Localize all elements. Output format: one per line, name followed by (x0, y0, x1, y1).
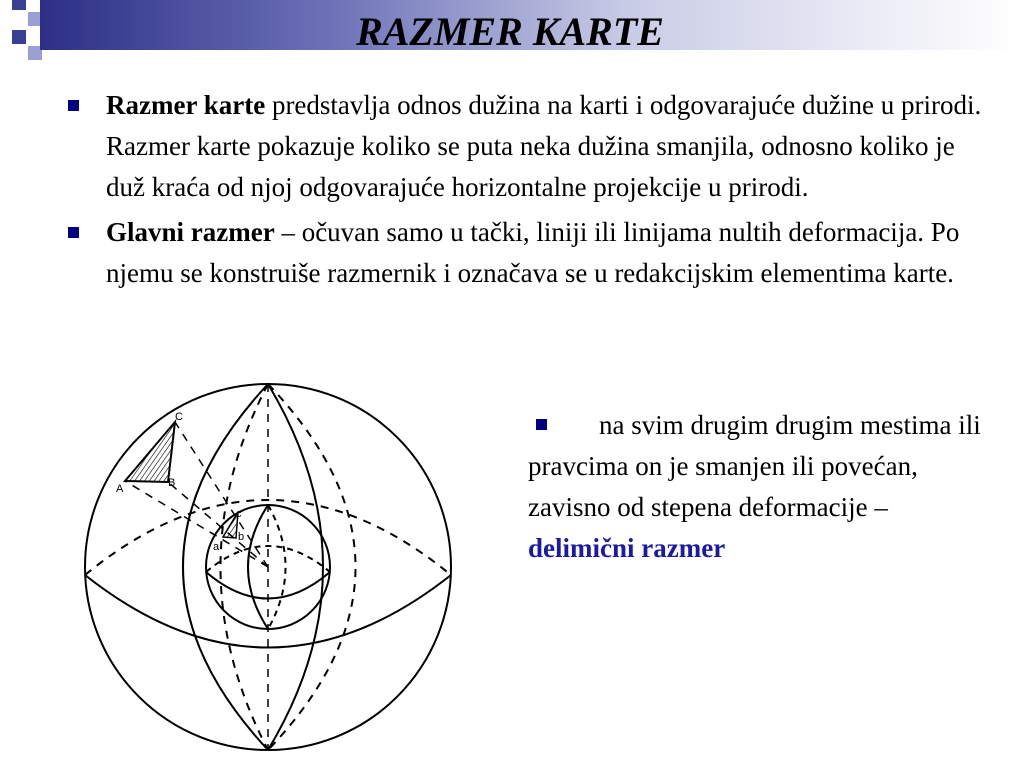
bullet-text: predstavlja odnos dužina na karti i odgovarajuće dužine u prirodi. Razmer karte pokazuje koliko se puta neka dužina smanjila, odnosno koliko je duž kraća od njoj odgovarajuće horizontalne projekcije u prirodi. (106, 90, 982, 202)
sphere-diagram (78, 380, 468, 765)
bullet-item (68, 212, 988, 294)
page-title: RAZMER KARTE (356, 9, 664, 54)
label-big-c: C (175, 411, 183, 423)
outer-meridian-right (268, 384, 356, 750)
label-small-a: a (213, 541, 220, 553)
bullet-term: Razmer karte (106, 90, 266, 120)
outer-meridian-front (183, 384, 268, 750)
inner-meridian-dashed (268, 505, 286, 629)
outer-meridian-dashed (221, 384, 269, 750)
bullet-item (68, 85, 988, 208)
large-triangle (125, 422, 175, 482)
side-bullet-highlight: delimični razmer (528, 533, 726, 563)
label-big-a: A (116, 483, 124, 495)
outer-meridian-solid (268, 384, 323, 750)
label-small-b: b (238, 531, 245, 543)
bullet-list (68, 85, 988, 298)
inner-meridian (248, 505, 268, 629)
bullet-text: – očuvan samo u tački, liniji ili linijama nultih deformacija. Po njemu se konstruiše razmernik i označava se u redakcijskim elementima karte. (106, 217, 960, 288)
label-small-c: c (236, 508, 242, 520)
bullet-term: Glavni razmer (106, 217, 275, 247)
side-bullet-text: na svim drugim drugim mestima ili pravcima on je smanjen ili povećan, zavisno od stepena deformacije – (528, 410, 981, 522)
bullet-square-icon (68, 227, 79, 238)
bullet-square-icon (68, 100, 79, 111)
bullet-square-icon (536, 419, 547, 430)
label-big-b: B (168, 477, 176, 489)
side-bullet (528, 405, 983, 569)
